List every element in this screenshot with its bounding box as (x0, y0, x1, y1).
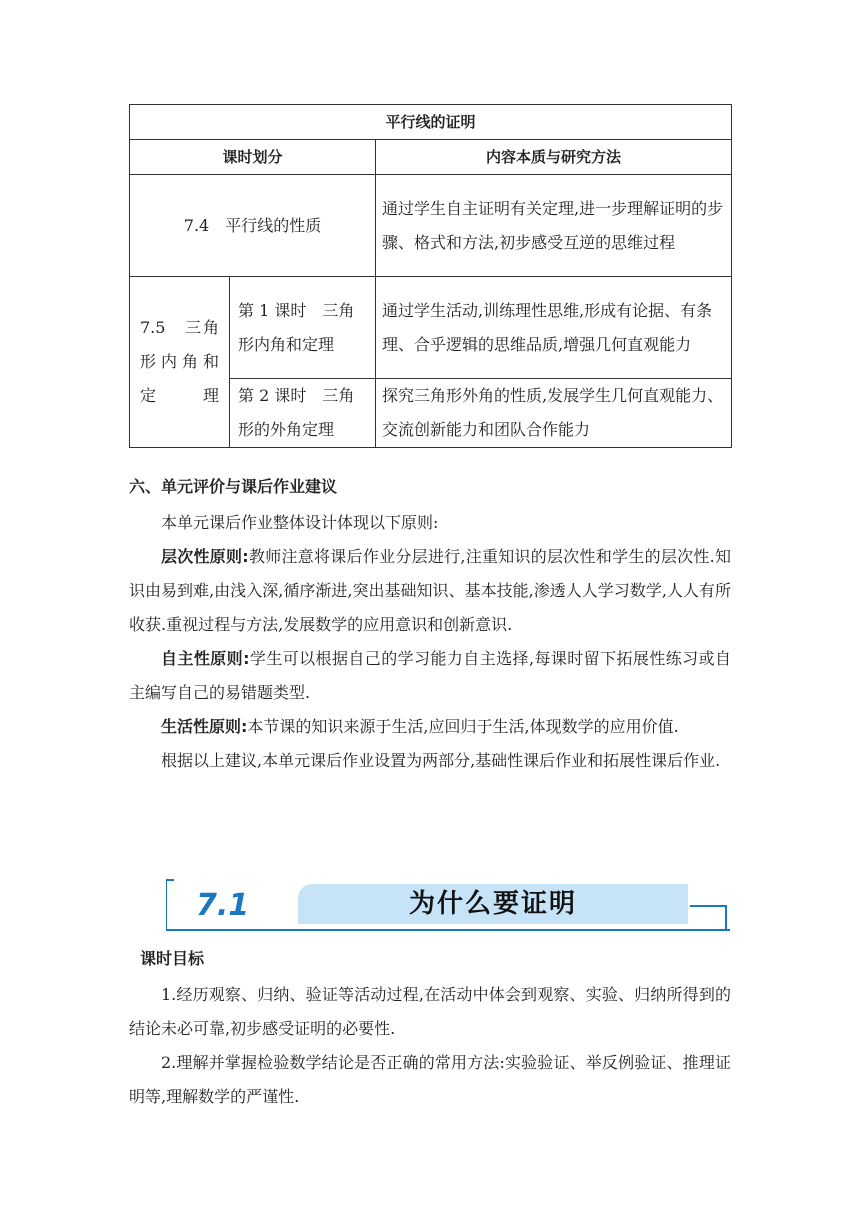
lesson-7-4: 7.4 平行线的性质 (130, 175, 376, 277)
lesson-7-4-content: 通过学生自主证明有关定理,进一步理解证明的步骤、格式和方法,初步感受互逆的思维过程 (376, 175, 732, 277)
principle-hierarchy (129, 540, 731, 642)
principle-text: 教师注意将课后作业分层进行,注重知识的层次性和学生的层次性.知识由易到难,由浅入深,循序渐进,突出基础知识、基本技能,渗透人人学习数学,人人有所收获.重视过程与方法,发展数学的应用意识和创新意识. (129, 547, 731, 634)
lesson-7-5-period-1-content: 通过学生活动,训练理性思维,形成有论据、有条理、合乎逻辑的思维品质,增强几何直观能力 (376, 277, 732, 379)
lesson-number: 7.1 (196, 888, 250, 923)
lesson-plan-table (129, 104, 732, 448)
lesson-title: 为什么要证明 (408, 889, 577, 919)
principle-autonomy (129, 642, 731, 710)
section-intro: 本单元课后作业整体设计体现以下原则: (161, 513, 439, 532)
principle-life (129, 710, 731, 744)
lesson-7-5: 7.5 三角形内角和定理 (130, 277, 230, 448)
table-row (130, 175, 732, 277)
principle-text: 学生可以根据自己的学习能力自主选择,每课时留下拓展性练习或自主编写自己的易错题类型. (129, 649, 731, 702)
principle-label: 层次性原则: (161, 547, 249, 566)
homework-summary: 根据以上建议,本单元课后作业设置为两部分,基础性课后作业和拓展性课后作业. (161, 751, 721, 770)
goals-title: 课时目标 (140, 949, 205, 968)
table-row (130, 277, 732, 379)
goal-2: 2.理解并掌握检验数学结论是否正确的常用方法:实验验证、举反例验证、推理证明等,理解数学的严谨性. (129, 1053, 731, 1106)
lesson-7-5-period-1: 第 1 课时 三角形内角和定理 (230, 277, 376, 379)
header-content-method: 内容本质与研究方法 (376, 140, 732, 175)
lesson-banner (166, 878, 730, 938)
principle-label: 自主性原则: (161, 649, 250, 668)
lesson-7-5-period-2-content: 探究三角形外角的性质,发展学生几何直观能力、交流创新能力和团队合作能力 (376, 379, 732, 448)
goal-1: 1.经历观察、归纳、验证等活动过程,在活动中体会到观察、实验、归纳所得到的结论未必可靠,初步感受证明的必要性. (129, 985, 731, 1038)
lesson-title-box (298, 884, 688, 924)
section-title: 六、单元评价与课后作业建议 (129, 477, 338, 496)
table-caption: 平行线的证明 (130, 105, 732, 140)
lesson-7-5-period-2: 第 2 课时 三角形的外角定理 (230, 379, 376, 448)
header-lesson-division: 课时划分 (130, 140, 376, 175)
principle-label: 生活性原则: (161, 717, 248, 736)
principle-text: 本节课的知识来源于生活,应回归于生活,体现数学的应用价值. (247, 717, 679, 736)
